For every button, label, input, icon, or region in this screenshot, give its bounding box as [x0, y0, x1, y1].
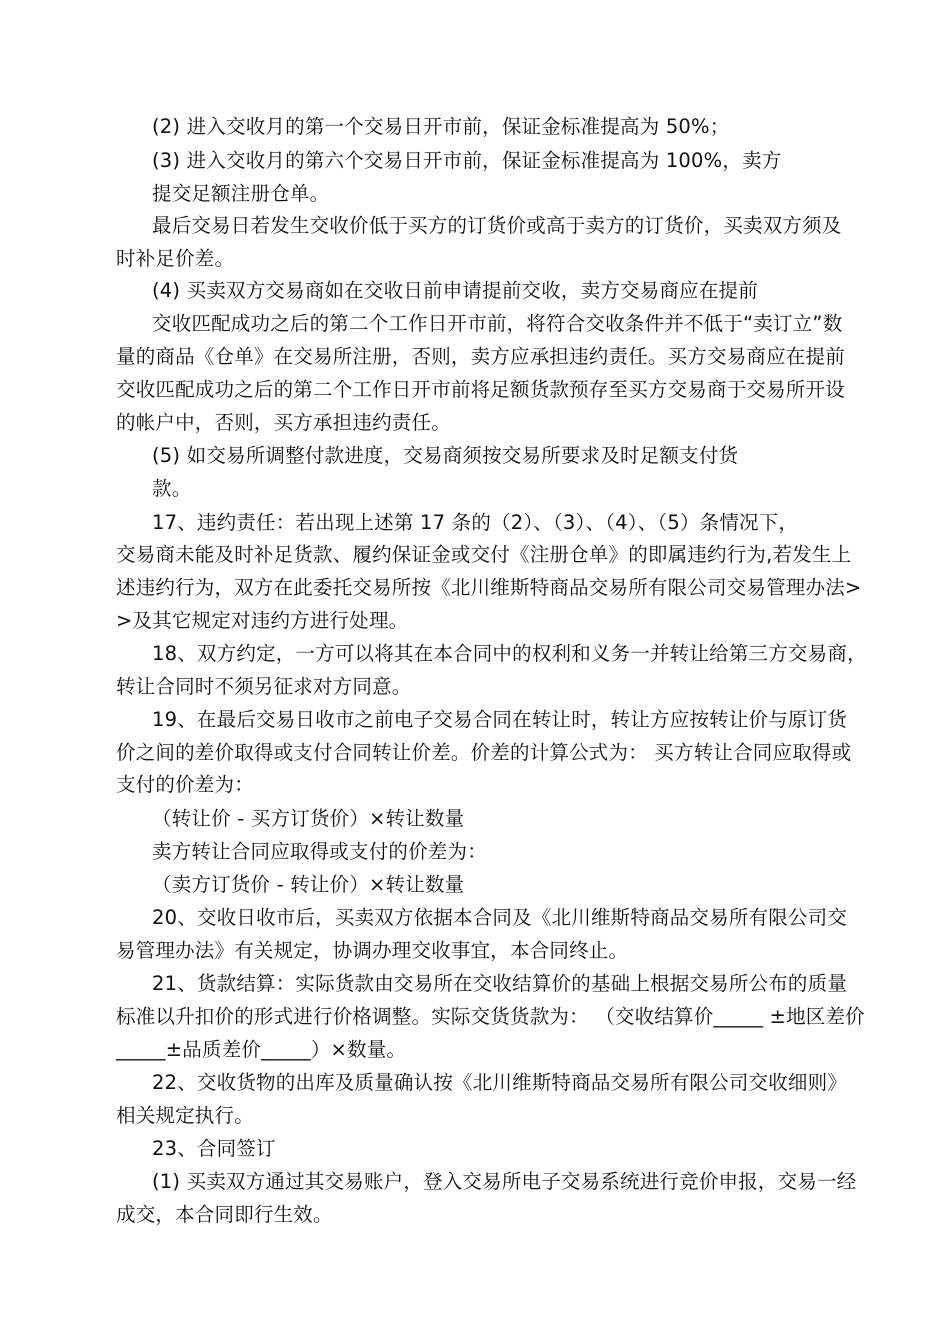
text-line: 转让合同时不须另征求对方同意。	[116, 675, 412, 698]
text-line: 17、违约责任：若出现上述第 17 条的（2）、（3）、（4）、（5）条情况下，	[152, 511, 799, 534]
text-line: 价之间的差价取得或支付合同转让价差。价差的计算公式为： 买方转让合同应取得或	[116, 741, 852, 764]
text-line: (2) 进入交收月的第一个交易日开市前，保证金标准提高为 50%；	[152, 115, 730, 138]
text-line: 卖方转让合同应取得或支付的价差为：	[152, 840, 487, 863]
text-line: 标准以升扣价的形式进行价格调整。实际交货货款为： （交收结算价_____ ±地区差价	[116, 1005, 865, 1028]
text-line: >及其它规定对违约方进行处理。	[116, 609, 409, 632]
text-line: 最后交易日若发生交收价低于买方的订货价或高于卖方的订货价，买卖双方须及	[152, 214, 842, 237]
text-line: 19、在最后交易日收市之前电子交易合同在转让时，转让方应按转让价与原订货	[152, 708, 848, 731]
text-line: （转让价 - 买方订货价）×转让数量	[152, 807, 465, 830]
text-line: 21、货款结算：实际货款由交易所在交收结算价的基础上根据交易所公布的质量	[152, 972, 848, 995]
text-line: 述违约行为，双方在此委托交易所按《北川维斯特商品交易所有限公司交易管理办法>	[116, 576, 862, 599]
text-line: (1) 买卖双方通过其交易账户，登入交易所电子交易系统进行竞价申报，交易一经	[152, 1170, 857, 1193]
text-line: (4) 买卖双方交易商如在交收日前申请提前交收，卖方交易商应在提前	[152, 279, 758, 302]
text-line: 成交，本合同即行生效。	[116, 1203, 333, 1226]
text-line: 提交足额注册仓单。	[152, 182, 330, 205]
text-line: 23、合同签订	[152, 1137, 276, 1160]
text-line: 22、交收货物的出库及质量确认按《北川维斯特商品交易所有限公司交收细则》	[152, 1071, 848, 1094]
text-line: 交收匹配成功之后的第二个工作日开市前，将符合交收条件并不低于“卖订立”数	[152, 312, 843, 335]
text-line: 易管理办法》有关规定，协调办理交收事宜，本合同终止。	[116, 939, 629, 962]
text-line: _____±品质差价_____）×数量。	[116, 1038, 407, 1061]
text-line: (5) 如交易所调整付款进度，交易商须按交易所要求及时足额支付货	[152, 444, 739, 467]
text-line: 量的商品《仓单》在交易所注册，否则，卖方应承担违约责任。买方交易商应在提前	[116, 345, 845, 368]
text-line: 交收匹配成功之后的第二个工作日开市前将足额货款预存至买方交易商于交易所开设	[116, 378, 845, 401]
text-line: 款。	[152, 477, 192, 500]
text-line: （卖方订货价 - 转让价）×转让数量	[152, 873, 465, 896]
text-line: 的帐户中，否则，买方承担违约责任。	[116, 411, 451, 434]
text-line: 相关规定执行。	[116, 1104, 254, 1127]
text-line: 交易商未能及时补足货款、履约保证金或交付《注册仓单》的即属违约行为,若发生上	[116, 543, 852, 566]
text-line: 时补足价差。	[116, 247, 235, 270]
text-line: (3) 进入交收月的第六个交易日开市前，保证金标准提高为 100%，卖方	[152, 149, 782, 172]
text-line: 支付的价差为：	[116, 773, 254, 796]
text-line: 18、双方约定，一方可以将其在本合同中的权利和义务一并转让给第三方交易商，	[152, 642, 867, 665]
text-line: 20、交收日收市后，买卖双方依据本合同及《北川维斯特商品交易所有限公司交	[152, 906, 848, 929]
